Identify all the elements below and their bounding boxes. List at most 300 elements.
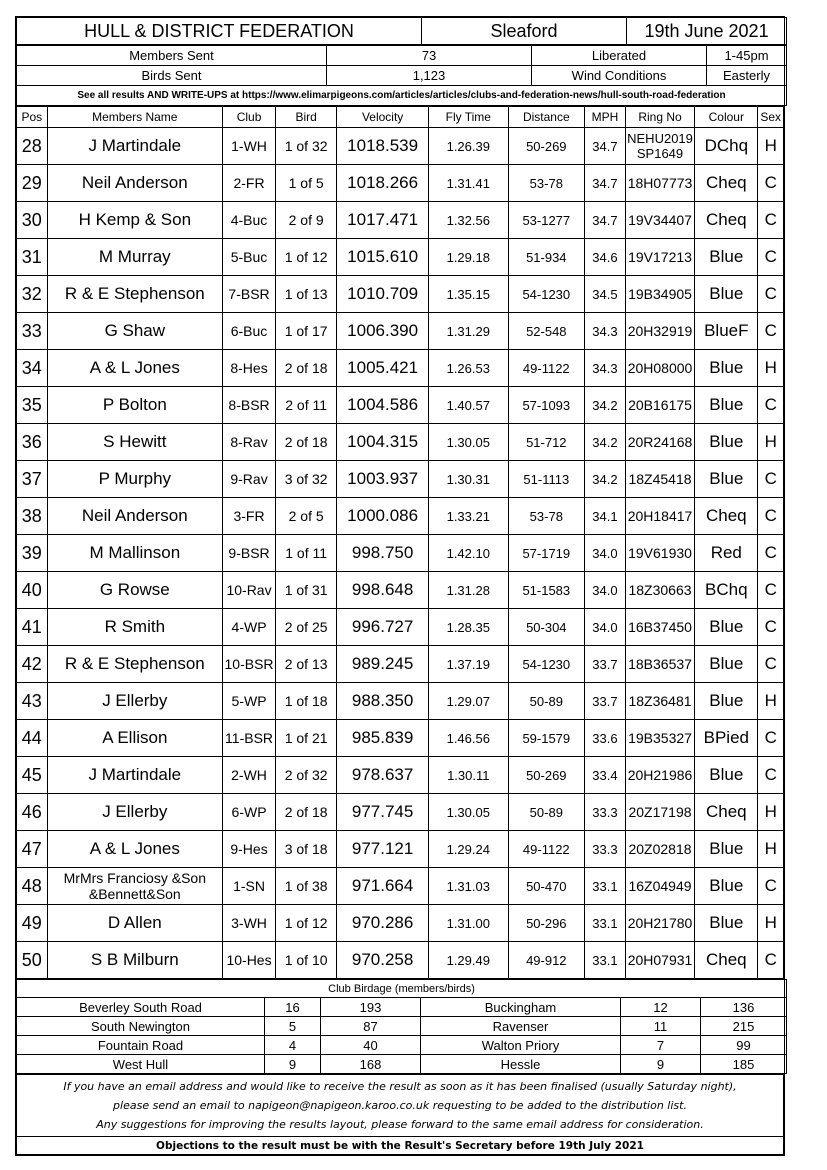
cell-sex: C: [758, 757, 784, 794]
table-row: [17, 572, 784, 609]
birds-sent-label: Birds Sent: [17, 66, 327, 86]
cell-dist: 54-1230: [508, 276, 584, 313]
cell-dist: 50-89: [508, 683, 584, 720]
cell-ring: 16B37450: [625, 609, 694, 646]
cell-colour: Blue: [695, 646, 758, 683]
cell-name: G Shaw: [47, 313, 222, 350]
cell-bird: 2 of 5: [276, 498, 337, 535]
cell-dist: 51-1113: [508, 461, 584, 498]
cell-bird: 2 of 18: [276, 794, 337, 831]
cell-sex: H: [758, 128, 784, 165]
col-sex: Sex: [758, 107, 784, 128]
cell-fly: 1.31.41: [429, 165, 509, 202]
cell-colour: Blue: [695, 609, 758, 646]
cell-colour: BlueF: [695, 313, 758, 350]
birdage-b1: 40: [321, 1036, 421, 1055]
cell-bird: 2 of 18: [276, 350, 337, 387]
cell-name: R & E Stephenson: [47, 646, 222, 683]
cell-ring: 18Z45418: [625, 461, 694, 498]
cell-sex: C: [758, 165, 784, 202]
members-sent-value: 73: [327, 46, 532, 66]
cell-mph: 33.1: [585, 905, 626, 942]
cell-pos: 42: [17, 646, 48, 683]
cell-fly: 1.30.31: [429, 461, 509, 498]
cell-velocity: 985.839: [337, 720, 429, 757]
cell-velocity: 1000.086: [337, 498, 429, 535]
birdage-club1: Beverley South Road: [17, 998, 265, 1017]
cell-fly: 1.28.35: [429, 609, 509, 646]
col-bird: Bird: [276, 107, 337, 128]
table-row: [17, 424, 784, 461]
cell-colour: Cheq: [695, 498, 758, 535]
table-row: [17, 831, 784, 868]
cell-mph: 33.3: [585, 794, 626, 831]
cell-mph: 34.6: [585, 239, 626, 276]
cell-velocity: 989.245: [337, 646, 429, 683]
col-club: Club: [223, 107, 276, 128]
cell-velocity: 971.664: [337, 868, 429, 905]
cell-name: P Bolton: [47, 387, 222, 424]
cell-dist: 50-269: [508, 757, 584, 794]
cell-dist: 49-1122: [508, 350, 584, 387]
cell-ring: 20H32919: [625, 313, 694, 350]
cell-colour: Blue: [695, 905, 758, 942]
cell-colour: Cheq: [695, 165, 758, 202]
birdage-club2: Hessle: [421, 1055, 621, 1074]
cell-bird: 2 of 11: [276, 387, 337, 424]
cell-sex: C: [758, 461, 784, 498]
cell-name: A & L Jones: [47, 350, 222, 387]
cell-velocity: 988.350: [337, 683, 429, 720]
cell-club: 10-BSR: [223, 646, 276, 683]
birdage-club2: Buckingham: [421, 998, 621, 1017]
cell-colour: BPied: [695, 720, 758, 757]
header-table: [16, 17, 787, 45]
footer-line-3: Any suggestions for improving the results layout, please forward to the same email address for consideration.: [96, 1118, 704, 1131]
cell-velocity: 1015.610: [337, 239, 429, 276]
race-point: Sleaford: [422, 18, 627, 45]
cell-sex: H: [758, 424, 784, 461]
cell-mph: 33.1: [585, 868, 626, 905]
liberated-value: 1-45pm: [707, 46, 787, 66]
cell-pos: 43: [17, 683, 48, 720]
liberated-label: Liberated: [532, 46, 707, 66]
cell-velocity: 970.258: [337, 942, 429, 979]
cell-bird: 3 of 18: [276, 831, 337, 868]
cell-velocity: 1004.315: [337, 424, 429, 461]
table-row: [17, 757, 784, 794]
cell-velocity: 1018.539: [337, 128, 429, 165]
cell-sex: C: [758, 535, 784, 572]
col-pos: Pos: [17, 107, 48, 128]
cell-velocity: 1003.937: [337, 461, 429, 498]
cell-club: 7-BSR: [223, 276, 276, 313]
cell-bird: 1 of 38: [276, 868, 337, 905]
cell-sex: C: [758, 202, 784, 239]
birdage-b1: 193: [321, 998, 421, 1017]
cell-club: 9-Hes: [223, 831, 276, 868]
cell-pos: 35: [17, 387, 48, 424]
cell-pos: 39: [17, 535, 48, 572]
cell-bird: 1 of 12: [276, 239, 337, 276]
cell-bird: 1 of 5: [276, 165, 337, 202]
cell-fly: 1.35.15: [429, 276, 509, 313]
cell-ring: NEHU2019 SP1649: [625, 128, 694, 165]
cell-name: J Ellerby: [47, 683, 222, 720]
cell-dist: 49-1122: [508, 831, 584, 868]
cell-fly: 1.26.39: [429, 128, 509, 165]
cell-club: 6-Buc: [223, 313, 276, 350]
column-header-row: [17, 107, 784, 128]
cell-sex: C: [758, 276, 784, 313]
cell-pos: 34: [17, 350, 48, 387]
cell-club: 1-WH: [223, 128, 276, 165]
cell-dist: 51-934: [508, 239, 584, 276]
cell-fly: 1.31.03: [429, 868, 509, 905]
cell-colour: Blue: [695, 831, 758, 868]
cell-velocity: 1018.266: [337, 165, 429, 202]
cell-ring: 16Z04949: [625, 868, 694, 905]
cell-velocity: 977.121: [337, 831, 429, 868]
cell-pos: 38: [17, 498, 48, 535]
cell-fly: 1.46.56: [429, 720, 509, 757]
cell-sex: C: [758, 498, 784, 535]
cell-colour: Blue: [695, 868, 758, 905]
cell-dist: 54-1230: [508, 646, 584, 683]
cell-ring: 18B36537: [625, 646, 694, 683]
cell-pos: 50: [17, 942, 48, 979]
wind-value: Easterly: [707, 66, 787, 86]
cell-fly: 1.26.53: [429, 350, 509, 387]
cell-pos: 44: [17, 720, 48, 757]
cell-fly: 1.30.05: [429, 794, 509, 831]
federation-title: HULL & DISTRICT FEDERATION: [17, 18, 422, 45]
cell-bird: 1 of 13: [276, 276, 337, 313]
cell-dist: 57-1093: [508, 387, 584, 424]
birdage-b1: 168: [321, 1055, 421, 1074]
cell-ring: 19B34905: [625, 276, 694, 313]
cell-pos: 29: [17, 165, 48, 202]
cell-sex: C: [758, 387, 784, 424]
cell-ring: 20Z17198: [625, 794, 694, 831]
cell-club: 5-Buc: [223, 239, 276, 276]
cell-sex: C: [758, 720, 784, 757]
cell-colour: Blue: [695, 757, 758, 794]
cell-colour: Blue: [695, 683, 758, 720]
cell-club: 10-Hes: [223, 942, 276, 979]
birdage-m1: 4: [265, 1036, 321, 1055]
cell-club: 4-Buc: [223, 202, 276, 239]
cell-mph: 33.3: [585, 831, 626, 868]
cell-pos: 46: [17, 794, 48, 831]
birdage-m2: 9: [621, 1055, 701, 1074]
cell-mph: 34.7: [585, 128, 626, 165]
cell-sex: C: [758, 239, 784, 276]
results-body: [17, 128, 784, 979]
birdage-m2: 12: [621, 998, 701, 1017]
birdage-club1: Fountain Road: [17, 1036, 265, 1055]
cell-dist: 53-78: [508, 165, 584, 202]
birdage-title: Club Birdage (members/birds): [17, 980, 787, 998]
cell-club: 8-Hes: [223, 350, 276, 387]
cell-fly: 1.42.10: [429, 535, 509, 572]
cell-club: 5-WP: [223, 683, 276, 720]
cell-velocity: 1005.421: [337, 350, 429, 387]
cell-fly: 1.32.56: [429, 202, 509, 239]
cell-bird: 2 of 18: [276, 424, 337, 461]
cell-ring: 20H21780: [625, 905, 694, 942]
cell-sex: H: [758, 794, 784, 831]
cell-ring: 20B16175: [625, 387, 694, 424]
col-colour: Colour: [695, 107, 758, 128]
cell-velocity: 1004.586: [337, 387, 429, 424]
results-sheet: [15, 16, 785, 1156]
cell-fly: 1.37.19: [429, 646, 509, 683]
cell-pos: 48: [17, 868, 48, 905]
cell-dist: 59-1579: [508, 720, 584, 757]
cell-name: P Murphy: [47, 461, 222, 498]
col-fly-time: Fly Time: [429, 107, 509, 128]
cell-dist: 49-912: [508, 942, 584, 979]
birdage-row: [17, 1017, 787, 1036]
cell-club: 8-Rav: [223, 424, 276, 461]
birdage-m2: 11: [621, 1017, 701, 1036]
cell-fly: 1.30.11: [429, 757, 509, 794]
cell-sex: C: [758, 572, 784, 609]
cell-name: R & E Stephenson: [47, 276, 222, 313]
cell-fly: 1.33.21: [429, 498, 509, 535]
cell-dist: 51-712: [508, 424, 584, 461]
table-row: [17, 202, 784, 239]
cell-ring: 18H07773: [625, 165, 694, 202]
cell-colour: BChq: [695, 572, 758, 609]
table-row: [17, 868, 784, 905]
cell-dist: 57-1719: [508, 535, 584, 572]
cell-club: 2-WH: [223, 757, 276, 794]
table-row: [17, 683, 784, 720]
table-row: [17, 239, 784, 276]
cell-mph: 34.7: [585, 165, 626, 202]
cell-colour: Cheq: [695, 202, 758, 239]
birdage-row: [17, 1055, 787, 1074]
cell-name: S Hewitt: [47, 424, 222, 461]
cell-pos: 40: [17, 572, 48, 609]
cell-club: 8-BSR: [223, 387, 276, 424]
cell-bird: 1 of 17: [276, 313, 337, 350]
cell-bird: 1 of 31: [276, 572, 337, 609]
cell-colour: Cheq: [695, 794, 758, 831]
cell-ring: 20H08000: [625, 350, 694, 387]
col-ring: Ring No: [625, 107, 694, 128]
cell-pos: 32: [17, 276, 48, 313]
cell-velocity: 1010.709: [337, 276, 429, 313]
cell-fly: 1.30.05: [429, 424, 509, 461]
cell-ring: 19V17213: [625, 239, 694, 276]
cell-pos: 28: [17, 128, 48, 165]
cell-fly: 1.29.24: [429, 831, 509, 868]
cell-mph: 34.2: [585, 424, 626, 461]
cell-sex: H: [758, 831, 784, 868]
cell-mph: 33.6: [585, 720, 626, 757]
cell-fly: 1.31.00: [429, 905, 509, 942]
col-mph: MPH: [585, 107, 626, 128]
cell-sex: C: [758, 868, 784, 905]
cell-velocity: 996.727: [337, 609, 429, 646]
cell-sex: C: [758, 313, 784, 350]
cell-bird: 1 of 10: [276, 942, 337, 979]
birdage-b2: 99: [701, 1036, 787, 1055]
cell-club: 4-WP: [223, 609, 276, 646]
cell-bird: 2 of 9: [276, 202, 337, 239]
birdage-m2: 7: [621, 1036, 701, 1055]
table-row: [17, 646, 784, 683]
cell-pos: 45: [17, 757, 48, 794]
members-sent-label: Members Sent: [17, 46, 327, 66]
cell-bird: 1 of 12: [276, 905, 337, 942]
cell-ring: 18Z36481: [625, 683, 694, 720]
birdage-b2: 136: [701, 998, 787, 1017]
birdage-table: [16, 979, 787, 1074]
cell-name: R Smith: [47, 609, 222, 646]
cell-bird: 1 of 32: [276, 128, 337, 165]
cell-name: A & L Jones: [47, 831, 222, 868]
cell-club: 3-WH: [223, 905, 276, 942]
cell-name: J Martindale: [47, 757, 222, 794]
birdage-b1: 87: [321, 1017, 421, 1036]
race-date: 19th June 2021: [627, 18, 787, 45]
cell-club: 1-SN: [223, 868, 276, 905]
cell-ring: 20H18417: [625, 498, 694, 535]
footer-note: [17, 1075, 784, 1137]
cell-colour: Blue: [695, 461, 758, 498]
cell-mph: 34.1: [585, 498, 626, 535]
cell-colour: Blue: [695, 387, 758, 424]
cell-pos: 31: [17, 239, 48, 276]
table-row: [17, 350, 784, 387]
cell-colour: Blue: [695, 276, 758, 313]
table-row: [17, 942, 784, 979]
cell-mph: 34.0: [585, 535, 626, 572]
footer-table: [16, 1074, 784, 1155]
cell-pos: 30: [17, 202, 48, 239]
cell-ring: 20H21986: [625, 757, 694, 794]
cell-sex: C: [758, 942, 784, 979]
table-row: [17, 905, 784, 942]
cell-fly: 1.29.18: [429, 239, 509, 276]
cell-name: D Allen: [47, 905, 222, 942]
cell-mph: 33.7: [585, 683, 626, 720]
cell-velocity: 970.286: [337, 905, 429, 942]
cell-ring: 20H07931: [625, 942, 694, 979]
table-row: [17, 794, 784, 831]
birds-sent-value: 1,123: [327, 66, 532, 86]
cell-club: 9-Rav: [223, 461, 276, 498]
table-row: [17, 461, 784, 498]
cell-dist: 50-470: [508, 868, 584, 905]
table-row: [17, 535, 784, 572]
birdage-row: [17, 998, 787, 1017]
table-row: [17, 128, 784, 165]
cell-fly: 1.31.28: [429, 572, 509, 609]
birdage-club2: Ravenser: [421, 1017, 621, 1036]
cell-fly: 1.31.29: [429, 313, 509, 350]
col-distance: Distance: [508, 107, 584, 128]
table-row: [17, 609, 784, 646]
cell-colour: Blue: [695, 424, 758, 461]
cell-bird: 1 of 11: [276, 535, 337, 572]
birdage-club1: South Newington: [17, 1017, 265, 1036]
cell-dist: 50-296: [508, 905, 584, 942]
table-row: [17, 276, 784, 313]
birdage-club1: West Hull: [17, 1055, 265, 1074]
cell-sex: C: [758, 646, 784, 683]
birdage-m1: 9: [265, 1055, 321, 1074]
cell-colour: Red: [695, 535, 758, 572]
cell-club: 10-Rav: [223, 572, 276, 609]
cell-dist: 51-1583: [508, 572, 584, 609]
cell-pos: 49: [17, 905, 48, 942]
cell-name: H Kemp & Son: [47, 202, 222, 239]
birdage-body: [17, 998, 787, 1074]
cell-mph: 34.3: [585, 313, 626, 350]
cell-pos: 41: [17, 609, 48, 646]
cell-pos: 36: [17, 424, 48, 461]
table-row: [17, 498, 784, 535]
footer-line-2: please send an email to napigeon@napigeon.karoo.co.uk requesting to be added to the distribution list.: [113, 1099, 687, 1112]
cell-dist: 50-269: [508, 128, 584, 165]
objection-note: Objections to the result must be with the Result's Secretary before 19th July 2021: [17, 1137, 784, 1155]
cell-mph: 34.3: [585, 350, 626, 387]
cell-club: 9-BSR: [223, 535, 276, 572]
cell-dist: 53-1277: [508, 202, 584, 239]
cell-name: Neil Anderson: [47, 498, 222, 535]
cell-name: Neil Anderson: [47, 165, 222, 202]
cell-ring: 19V34407: [625, 202, 694, 239]
birdage-m1: 5: [265, 1017, 321, 1036]
table-row: [17, 165, 784, 202]
birdage-m1: 16: [265, 998, 321, 1017]
cell-pos: 37: [17, 461, 48, 498]
birdage-b2: 215: [701, 1017, 787, 1036]
cell-name: J Ellerby: [47, 794, 222, 831]
table-row: [17, 720, 784, 757]
cell-fly: 1.29.49: [429, 942, 509, 979]
cell-mph: 34.0: [585, 572, 626, 609]
cell-sex: H: [758, 350, 784, 387]
birdage-club2: Walton Priory: [421, 1036, 621, 1055]
cell-ring: 18Z30663: [625, 572, 694, 609]
cell-mph: 33.1: [585, 942, 626, 979]
cell-club: 11-BSR: [223, 720, 276, 757]
cell-velocity: 1006.390: [337, 313, 429, 350]
cell-club: 3-FR: [223, 498, 276, 535]
cell-velocity: 998.648: [337, 572, 429, 609]
col-velocity: Velocity: [337, 107, 429, 128]
cell-bird: 2 of 13: [276, 646, 337, 683]
cell-sex: C: [758, 609, 784, 646]
cell-colour: DChq: [695, 128, 758, 165]
cell-colour: Blue: [695, 350, 758, 387]
results-link[interactable]: See all results AND WRITE-UPS at https://www.elimarpigeons.com/articles/articles/clubs-and-federation-news/hull-south-road-federation: [17, 86, 787, 106]
cell-dist: 50-89: [508, 794, 584, 831]
table-row: [17, 387, 784, 424]
cell-bird: 1 of 21: [276, 720, 337, 757]
cell-velocity: 978.637: [337, 757, 429, 794]
cell-ring: 20Z02818: [625, 831, 694, 868]
birdage-b2: 185: [701, 1055, 787, 1074]
cell-dist: 53-78: [508, 498, 584, 535]
cell-colour: Blue: [695, 239, 758, 276]
